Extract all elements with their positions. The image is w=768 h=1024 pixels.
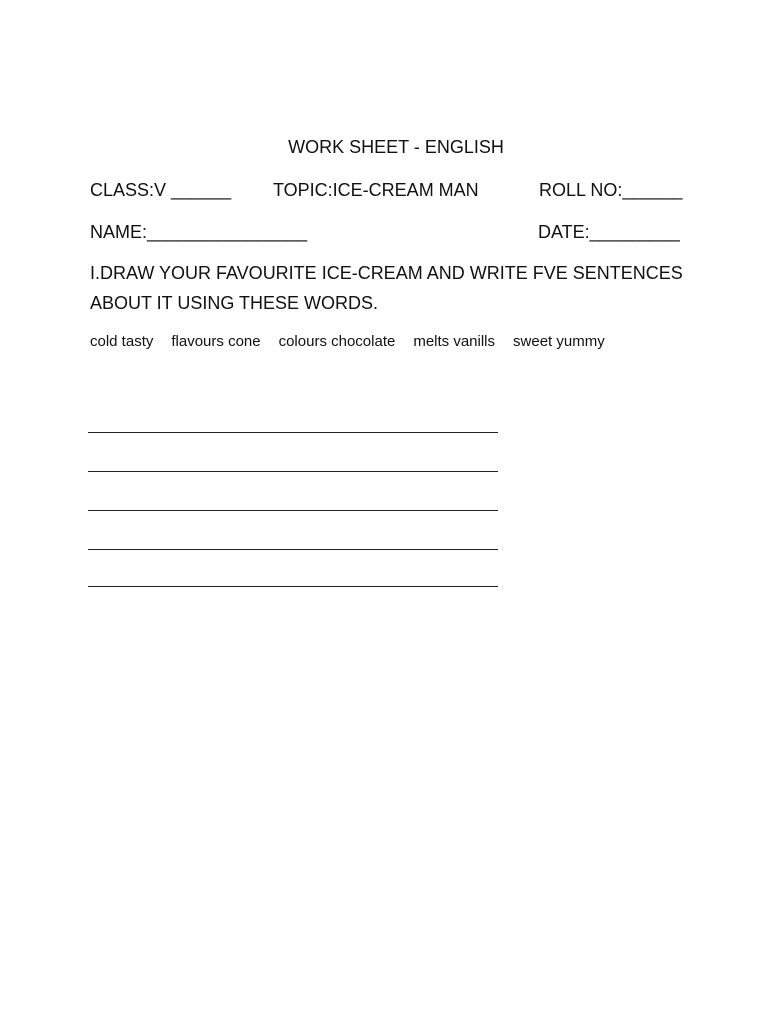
answer-line bbox=[88, 586, 498, 587]
instruction-line-1: I.DRAW YOUR FAVOURITE ICE-CREAM AND WRITE FVE SENTENCES bbox=[90, 263, 683, 283]
instruction-line-2: ABOUT IT USING THESE WORDS. bbox=[90, 293, 379, 313]
name-field: NAME:________________ bbox=[90, 222, 308, 242]
word-bank bbox=[90, 334, 605, 349]
date-field: DATE:_________ bbox=[538, 222, 680, 242]
answer-line bbox=[88, 510, 498, 511]
class-field: CLASS:V ______ bbox=[90, 180, 232, 200]
answer-line bbox=[88, 549, 498, 550]
roll-number-field: ROLL NO:______ bbox=[539, 180, 683, 200]
word-bank-item: sweet yummy bbox=[513, 333, 605, 350]
word-bank-item: cold tasty bbox=[90, 333, 154, 350]
topic-field: TOPIC:ICE-CREAM MAN bbox=[273, 180, 479, 200]
word-bank-item: flavours cone bbox=[171, 333, 261, 350]
answer-line bbox=[88, 432, 498, 433]
worksheet-title: WORK SHEET - ENGLISH bbox=[288, 137, 504, 157]
word-bank-item: colours chocolate bbox=[278, 333, 396, 350]
word-bank-item: melts vanills bbox=[413, 333, 496, 350]
answer-line bbox=[88, 471, 498, 472]
